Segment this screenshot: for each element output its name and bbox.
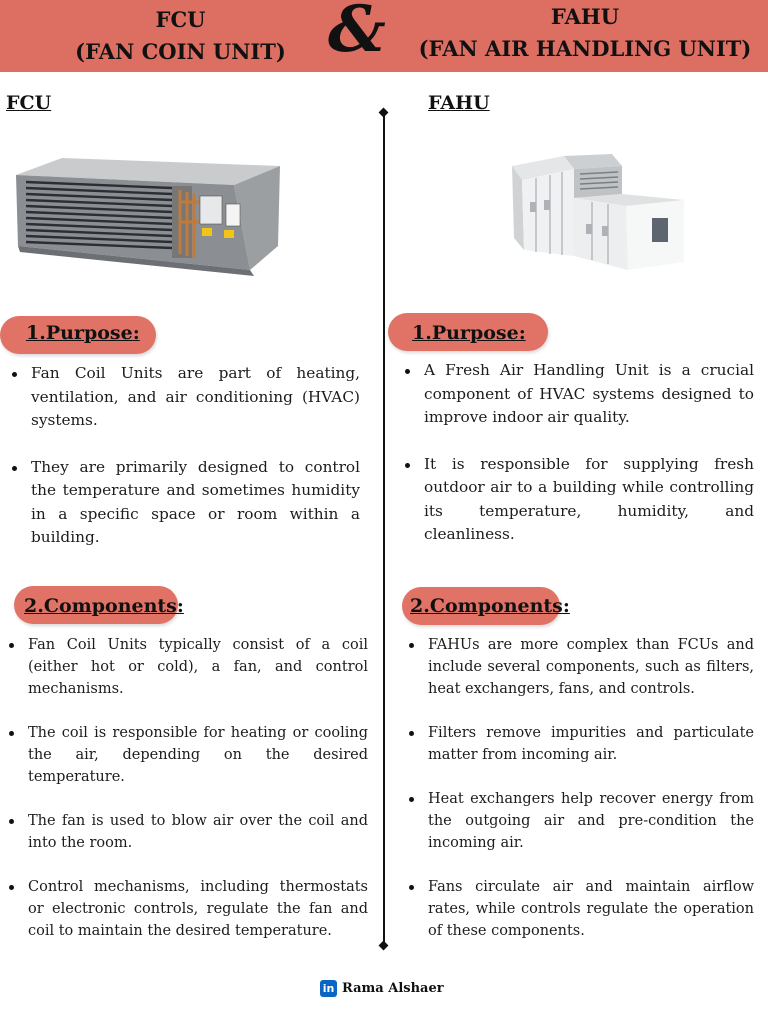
- ampersand: &: [328, 0, 386, 67]
- list-item: The fan is used to blow air over the coil and into the room.: [7, 810, 368, 854]
- list-item: Heat exchangers help recover energy from the outgoing air and pre-condition the incoming air.: [407, 788, 754, 854]
- fahu-heading: FAHU: [428, 92, 490, 114]
- divider-top-dot: [379, 108, 389, 118]
- fahu-unit-image: [508, 152, 688, 276]
- list-item: A Fresh Air Handling Unit is a crucial component of HVAC systems designed to improve indoor air quality.: [403, 359, 754, 430]
- fcu-purpose-list: [10, 362, 360, 573]
- list-item: Control mechanisms, including thermostats or electronic controls, regulate the fan and coil to maintain the desired temperature.: [7, 876, 368, 942]
- list-item: FAHUs are more complex than FCUs and include several components, such as filters, heat exchangers, fans, and controls.: [407, 634, 754, 700]
- list-item: Fan Coil Units typically consist of a coil (either hot or cold), a fan, and control mechanisms.: [7, 634, 368, 700]
- fahu-purpose-list: [403, 359, 754, 570]
- fahu-components-title: 2.Components:: [410, 595, 570, 617]
- list-item: Fans circulate air and maintain airflow rates, while controls regulate the operation of these components.: [407, 876, 754, 942]
- author-name[interactable]: Rama Alshaer: [342, 981, 444, 996]
- banner-title-fcu: [48, 4, 313, 68]
- list-item: They are primarily designed to control the temperature and sometimes humidity in a specific space or room within a building.: [10, 456, 360, 550]
- banner-fcu-abbrev: FCU: [155, 7, 206, 32]
- fcu-heading: FCU: [6, 92, 52, 114]
- fcu-components-title: 2.Components:: [24, 595, 184, 617]
- list-item: Fan Coil Units are part of heating, ventilation, and air conditioning (HVAC) systems.: [10, 362, 360, 433]
- linkedin-icon[interactable]: in: [320, 980, 337, 997]
- fahu-components-list: [407, 634, 754, 964]
- title-banner: [0, 0, 768, 72]
- author-credit: [320, 980, 444, 997]
- banner-fcu-full: (FAN COIN UNIT): [75, 39, 286, 64]
- fcu-components-list: [7, 634, 368, 964]
- fcu-purpose-title: 1.Purpose:: [26, 322, 140, 344]
- list-item: Filters remove impurities and particulate matter from incoming air.: [407, 722, 754, 766]
- column-divider: [383, 112, 385, 946]
- banner-fahu-abbrev: FAHU: [550, 4, 620, 29]
- divider-bottom-dot: [379, 941, 389, 951]
- banner-fahu-full: (FAN AIR HANDLING UNIT): [418, 36, 752, 61]
- list-item: It is responsible for supplying fresh outdoor air to a building while controlling its temperature, humidity, and cleanliness.: [403, 453, 754, 547]
- banner-title-fahu: [410, 1, 760, 65]
- fcu-unit-image: [12, 150, 284, 282]
- fahu-purpose-title: 1.Purpose:: [412, 322, 526, 344]
- list-item: The coil is responsible for heating or cooling the air, depending on the desired temperature.: [7, 722, 368, 788]
